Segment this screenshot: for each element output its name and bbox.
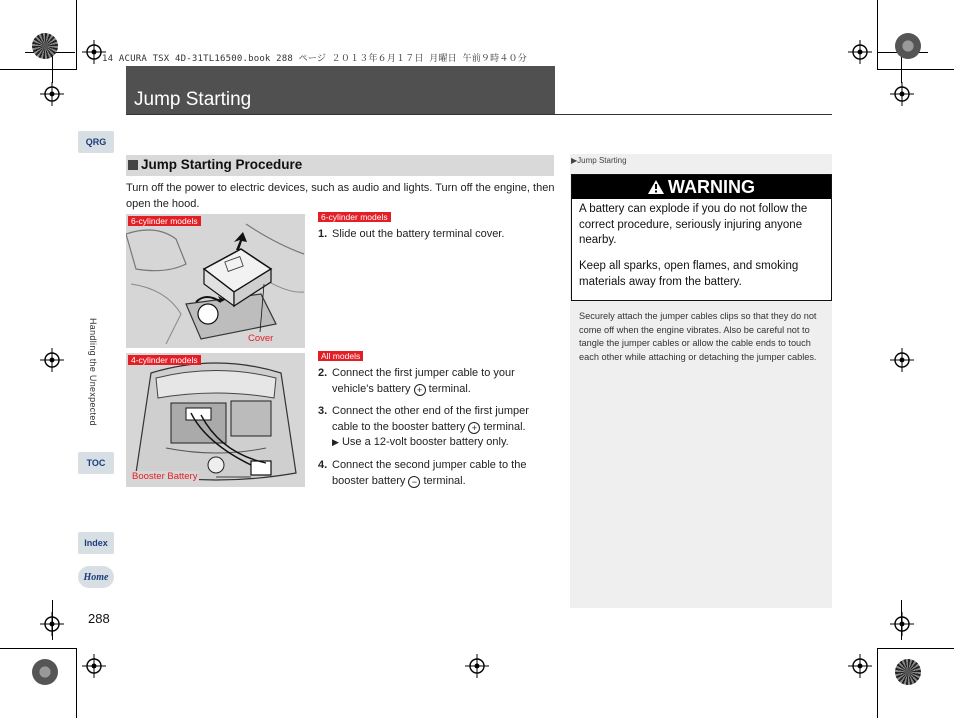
engine-bay-illustration: [126, 353, 305, 487]
color-rosette-icon: [895, 659, 921, 685]
step-number: 4.: [318, 459, 328, 471]
minus-circle-icon: −: [408, 476, 420, 488]
reference-text: Jump Starting: [577, 156, 627, 165]
section-heading: Jump Starting Procedure: [141, 157, 303, 172]
panel-tag: 4-cylinder models: [128, 355, 201, 365]
step-text: terminal.: [423, 474, 466, 487]
qrg-tab[interactable]: QRG: [78, 131, 114, 153]
step-item: [318, 458, 554, 489]
toc-tab[interactable]: TOC: [78, 452, 114, 474]
note-text: Securely attach the jumper cables clips so that they do not come off when the engine vibrates. Also be careful not to tangle the jumper cables or allow the cable ends to touch each other while attaching or detaching the jumper cables.: [579, 311, 817, 362]
step-text: Connect the second jumper cable to the booster battery: [332, 459, 527, 487]
step-text: Slide out the battery terminal cover.: [332, 228, 505, 240]
step-number: 2.: [318, 367, 328, 379]
registration-target-icon: [82, 654, 106, 678]
cover-label: Cover: [248, 333, 274, 344]
models-tag: All models: [318, 351, 363, 361]
registration-target-icon: [465, 654, 489, 678]
reference-link[interactable]: [571, 156, 627, 165]
registration-target-icon: [848, 40, 872, 64]
step-item: [318, 404, 554, 451]
registration-target-icon: [890, 82, 914, 106]
warning-triangle-icon: [648, 180, 664, 194]
warning-header: [572, 175, 831, 199]
square-bullet-icon: [128, 160, 138, 170]
arrow-right-icon: ▶: [332, 437, 339, 447]
reference-arrow-icon: ▶: [571, 156, 578, 165]
battery-cover-illustration: [126, 214, 305, 348]
color-rosette-icon: [895, 33, 921, 59]
step-text: Connect the first jumper cable to your vehicle's battery: [332, 367, 515, 395]
color-rosette-icon: [32, 659, 58, 685]
index-tab[interactable]: Index: [78, 532, 114, 554]
warning-title: WARNING: [668, 176, 755, 197]
step-number: 1.: [318, 228, 328, 240]
page-title: Jump Starting: [134, 89, 252, 110]
color-rosette-icon: [32, 33, 58, 59]
registration-target-icon: [40, 82, 64, 106]
intro-text: Turn off the power to electric devices, such as audio and lights. Turn off the engine, then open the hood.: [126, 182, 555, 210]
booster-battery-label: Booster Battery: [132, 471, 198, 482]
step-item: [318, 227, 554, 243]
step-number: 3.: [318, 405, 328, 417]
chapter-label: Handling the Unexpected: [88, 318, 98, 426]
registration-target-icon: [890, 612, 914, 636]
registration-target-icon: [40, 348, 64, 372]
registration-target-icon: [40, 612, 64, 636]
page-number: 288: [88, 611, 110, 626]
home-tab[interactable]: Home: [78, 566, 114, 588]
step-note: Use a 12-volt booster battery only.: [341, 436, 509, 448]
warning-paragraph: A battery can explode if you do not follow the correct procedure, seriously injuring anyone nearby.: [579, 203, 808, 246]
plus-circle-icon: +: [468, 422, 480, 434]
models-tag: 6-cylinder models: [318, 212, 391, 222]
title-rule: [126, 114, 832, 115]
step-text: terminal.: [428, 382, 471, 395]
step-text: terminal.: [483, 420, 526, 433]
panel-tag: 6-cylinder models: [128, 216, 201, 226]
warning-paragraph: Keep all sparks, open flames, and smoking materials away from the battery.: [579, 260, 799, 288]
registration-target-icon: [848, 654, 872, 678]
step-item: [318, 366, 554, 397]
step-text: Connect the other end of the first jumper cable to the booster battery: [332, 405, 529, 433]
book-header: 14 ACURA TSX 4D-31TL16500.book 288 ページ ２０１３年６月１７日 月曜日 午前９時４０分: [102, 54, 527, 64]
registration-target-icon: [890, 348, 914, 372]
plus-circle-icon: +: [414, 384, 426, 396]
